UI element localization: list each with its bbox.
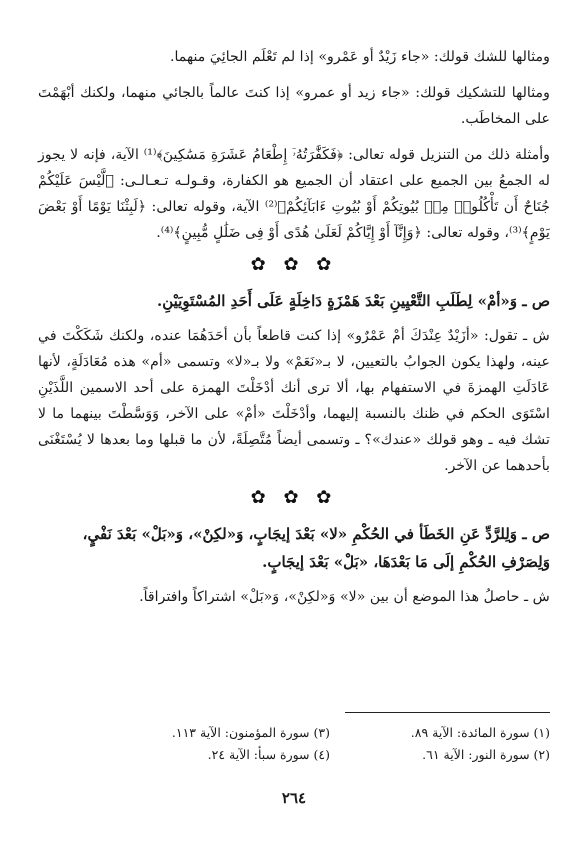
ornament-divider-2: ✿ ✿ ✿: [250, 487, 338, 508]
section-am-body: ش ـ تقول: «أزَيْدٌ عِنْدَكَ أمْ عَمْرٌو» إذا كنت قاطعاً بأن أحَدَهُمَا عنده، ولكنك شَكَكْتَ في عينه، ولهذا يكون الجوابُ بالتعيين، لا بـ«نَعَمْ» ولا بـ«لا» وتسمى «أم» هذه مُعَادَلَةٍ، لأنها عَادَلَتِ الهمزةَ في الاستفهام بها، ألا ترى أنك أدْخَلْتَ الهمزة على أحد الاسمين اللَّذَيْنِ اسْتَوَى الحكم في ظنك بالنسبة إليهما، وأدْخَلْتَ «أمْ» على الآخر، وَوَسَّطْتَ بينهما ما لا تشك فيه ـ وهو قولك «عندك»؟ ـ وتسمى أيضاً مُتَّصِلَةً، لأن ما قبلها وما بعدها لا يُسْتَغْنَى بأحدهما عن الآخر.: [38, 328, 550, 474]
ornament-divider: ✿ ✿ ✿: [250, 254, 338, 275]
matn-text: ص ـ وَ«أمْ» لِطَلَبِ التَّعْيِينِ بَعْدَ هَمْزَةٍ دَاخِلَةٍ عَلَى أَحَدِ المُسْتَوِيَيْنِ.: [156, 292, 550, 310]
section-am-heading: [38, 287, 550, 315]
footnote-3: (٣) سورة المؤمنون: الآية ١١٣.: [171, 725, 330, 740]
footnote-row: [38, 744, 550, 766]
paragraph-examples: وأمثلة ذلك من التنزيل قوله تعالى: ﴿فَكَفَّٰرَتُهُۥٓ إِطْعَامُ عَشَرَةِ مَسَٰكِينَ﴾⁽¹⁾ الآية، فإنه لا يجوز له الجمعُ بين الجميع على اعتقاد أن الجميع هو الكفارة، وقـولـه تـعـالـى: ﴿لَّيْسَ عَلَيْكُمْ جُنَاحٌ أَن تَأْكُلُوا۟ مِنۢ بُيُوتِكُمْ أَوْ بُيُوتِ ءَابَآئِكُمْ﴾⁽²⁾ الآية، وقوله تعالى: ﴿لَبِثْنَا يَوْمًا أَوْ بَعْضَ يَوْمٍ﴾⁽³⁾، وقوله تعالى: ﴿وَإِنَّآ أَوْ إِيَّاكُمْ لَعَلَىٰ هُدًى أَوْ فِى ضَلَٰلٍ مُّبِينٍ﴾⁽⁴⁾.: [38, 147, 551, 241]
page-body: [38, 44, 551, 807]
footnote-4: (٤) سورة سبأ: الآية ٢٤.: [207, 747, 330, 762]
footnote-2: (٢) سورة النور: الآية ٦١.: [422, 747, 550, 762]
footnote-row: [38, 722, 550, 744]
section-la-heading: [38, 520, 550, 576]
matn-text-2: ص ـ وَلِلرَّدِّ عَنِ الخَطَأ في الحُكْمِ «لا» بَعْدَ إيجَابٍ، وَ«لكِنْ»، وَ«بَلْ» بَعْدَ نَفْيٍ، وَلِصَرْفِ الحُكْمِ إلَى مَا بَعْدَهَا، «بَلْ» بَعْدَ إيجَابٍ.: [82, 525, 550, 571]
footnote-1: (١) سورة المائدة: الآية ٨٩.: [410, 725, 550, 740]
section-la-body: ش ـ حاصلُ هذا الموضع أن بين «لا» وَ«لكِنْ»، وَ«بَلْ» اشتراكاً وافتراقاً.: [139, 589, 550, 605]
paragraph-tashkik: ومثالها للتشكيك قولك: «جاء زيد أو عمرو» إذا كنتَ عالماً بالجائي منهما، ولكنك أبْهَمْتَ على المخاطَب.: [38, 85, 550, 127]
page-number: ٢٦٤: [281, 789, 307, 807]
paragraph-shak: ومثالها للشك قولك: «جاء زَيْدٌ أو عَمْرو» إذا لم تَعْلَم الجائِيَ منهما.: [169, 49, 550, 65]
footnote-rule: [345, 712, 550, 713]
footnotes: [38, 722, 550, 766]
